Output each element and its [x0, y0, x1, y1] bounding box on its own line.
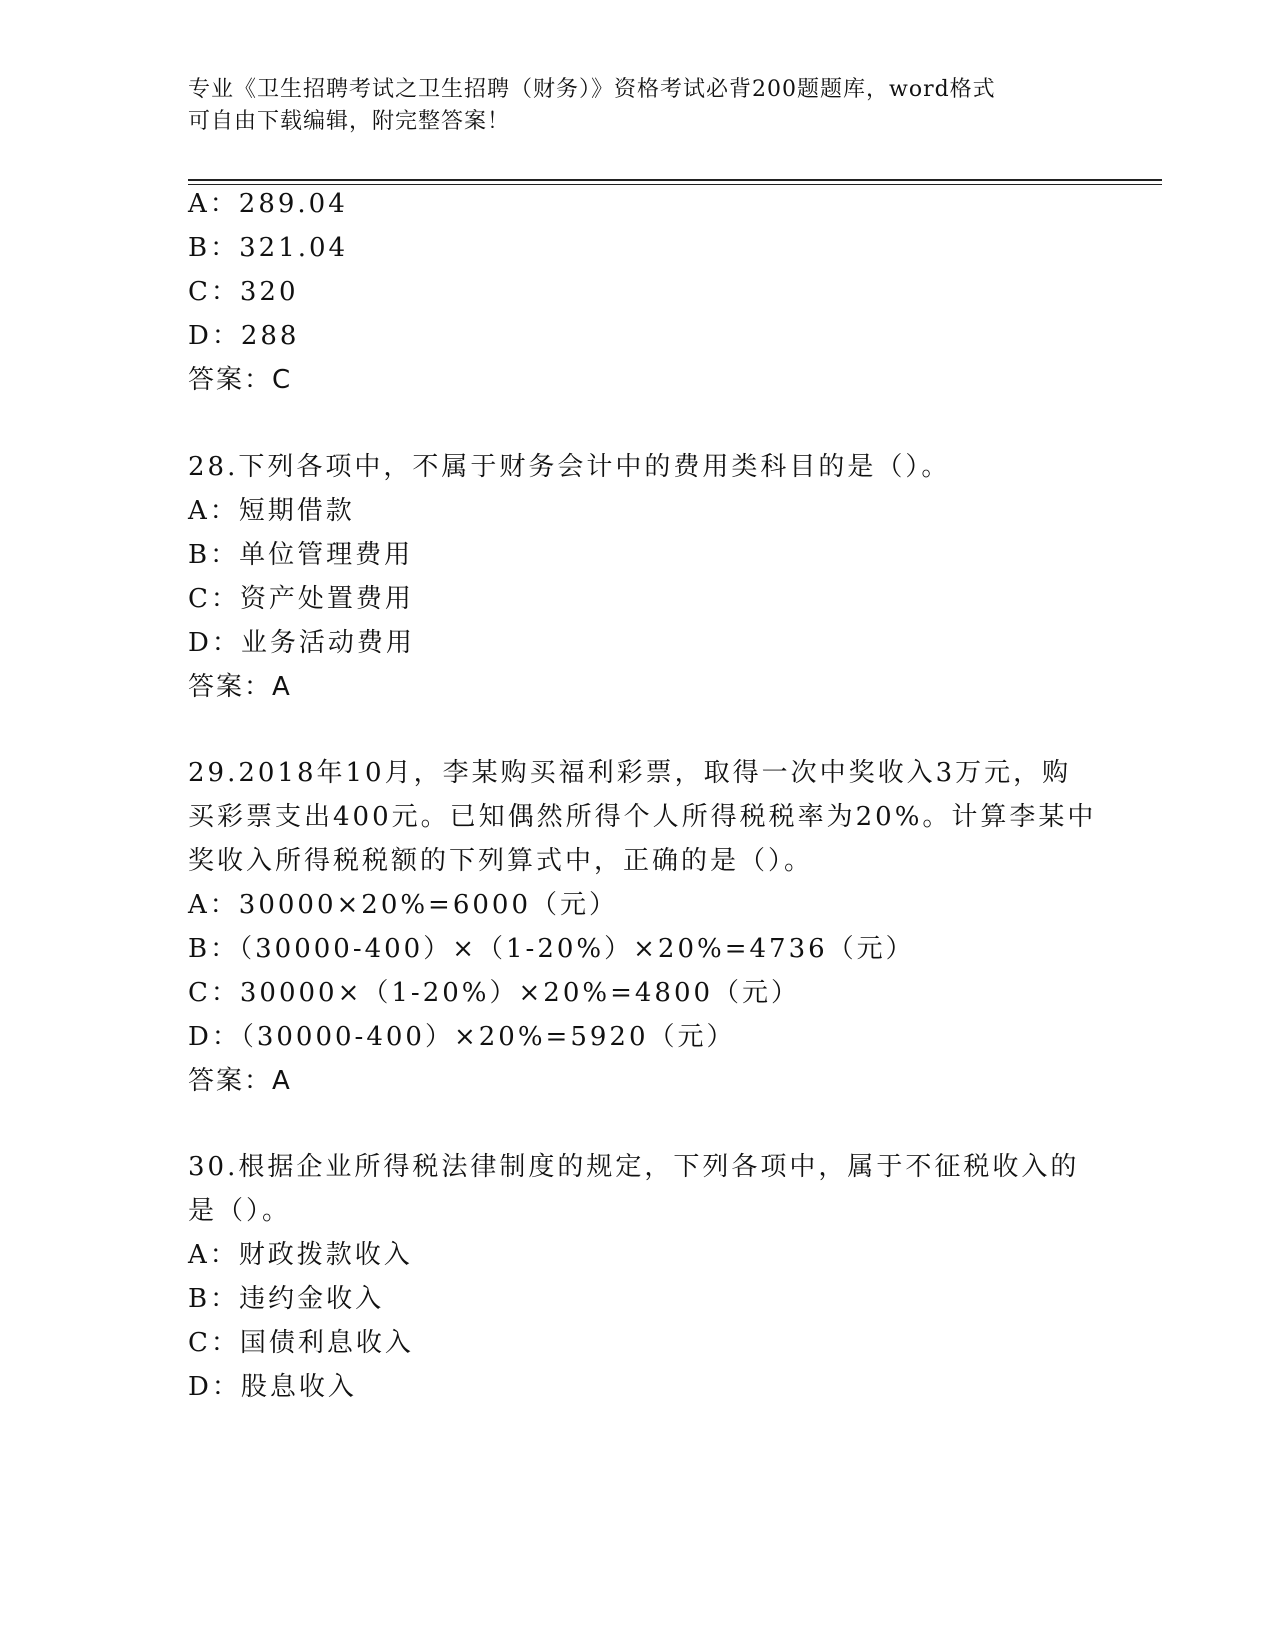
q30-option-c: C：国债利息收入 [188, 1328, 414, 1358]
q29-stem-line-1: 29.2018年10月，李某购买福利彩票，取得一次中奖收入3万元，购 [188, 758, 1072, 788]
q28-option-b: B：单位管理费用 [188, 540, 414, 570]
q27-option-c: C：320 [188, 277, 299, 307]
q27-option-b: B：321.04 [188, 233, 349, 263]
q29-answer: 答案：A [188, 1066, 292, 1096]
q30-option-a: A：财政拨款收入 [188, 1240, 413, 1270]
q29-stem-line-2: 买彩票支出400元。已知偶然所得个人所得税税率为20%。计算李某中 [188, 802, 1097, 832]
header-title-line-2: 可自由下载编辑，附完整答案！ [188, 109, 511, 134]
q30-option-b: B：违约金收入 [188, 1284, 385, 1314]
q27-option-d: D：288 [188, 321, 300, 351]
q28-option-d: D：业务活动费用 [188, 628, 415, 658]
q29-stem-line-3: 奖收入所得税税额的下列算式中，正确的是（）。 [188, 846, 814, 876]
header-divider-thin [188, 184, 1162, 185]
q28-answer: 答案：A [188, 672, 292, 702]
header-title-line-1: 专业《卫生招聘考试之卫生招聘（财务）》资格考试必背200题题库，word格式 [188, 77, 996, 102]
q29-option-d: D：（30000-400）×20%=5920（元） [188, 1022, 736, 1052]
q30-option-d: D：股息收入 [188, 1372, 357, 1402]
header-divider [188, 179, 1162, 181]
q29-option-a: A：30000×20%=6000（元） [188, 890, 619, 920]
q29-option-c: C：30000×（1-20%）×20%=4800（元） [188, 978, 801, 1008]
q28-option-c: C：资产处置费用 [188, 584, 414, 614]
q28-option-a: A：短期借款 [188, 496, 355, 526]
q28-stem: 28.下列各项中，不属于财务会计中的费用类科目的是（）。 [188, 452, 951, 482]
q27-option-a: A：289.04 [188, 189, 348, 219]
q30-stem-line-2: 是（）。 [188, 1196, 292, 1226]
q27-answer: 答案：C [188, 365, 293, 395]
q30-stem-line-1: 30.根据企业所得税法律制度的规定，下列各项中，属于不征税收入的 [188, 1152, 1080, 1182]
document-header [188, 74, 1088, 138]
q29-option-b: B：（30000-400）×（1-20%）×20%=4736（元） [188, 934, 915, 964]
